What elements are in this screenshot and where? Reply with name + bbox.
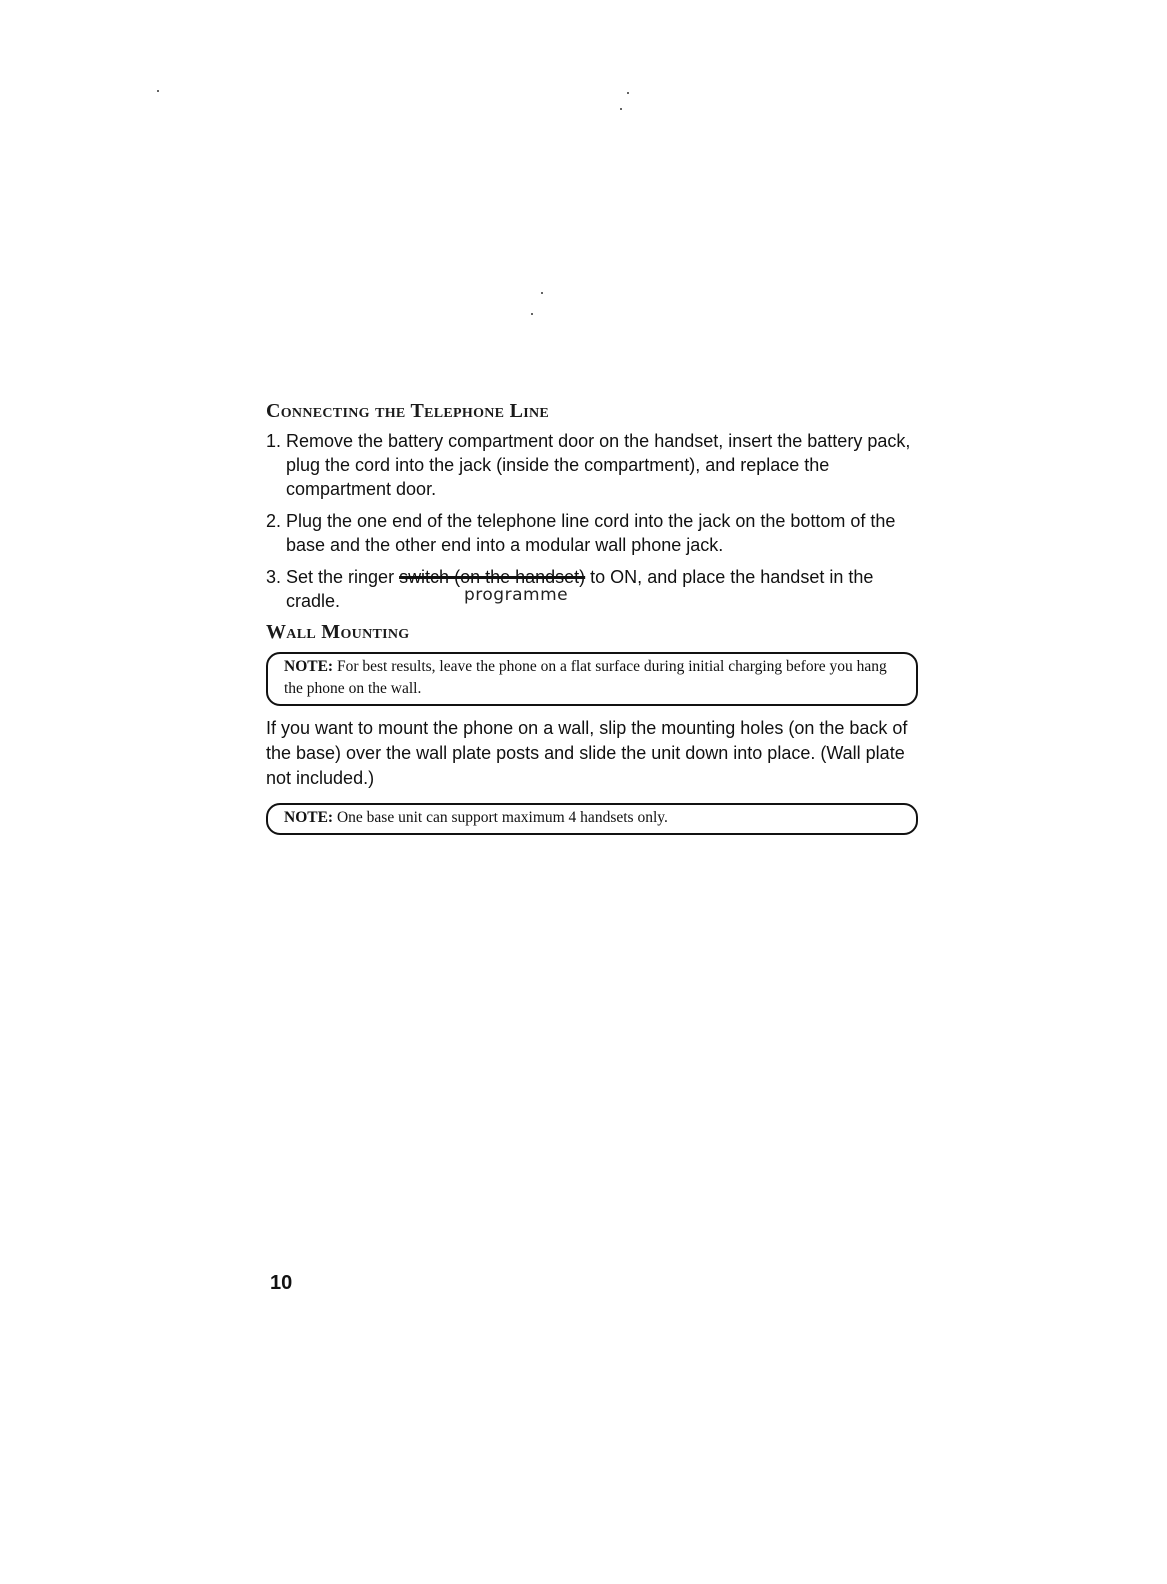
step-text-after: to ON, and place the handset in the cradle. xyxy=(286,567,874,611)
step-text xyxy=(286,565,926,613)
step-text-before: Set the ringer xyxy=(286,567,400,587)
note-text: One base unit can support maximum 4 handsets only. xyxy=(333,809,668,826)
scan-speck xyxy=(531,313,533,315)
scan-speck xyxy=(157,90,159,92)
handwritten-correction: programme xyxy=(464,585,569,605)
step-text: Remove the battery compartment door on the handset, insert the battery pack, plug the cord into the jack (inside the compartment), and replace the compartment door. xyxy=(286,431,911,499)
section-heading-wall-mounting: Wall Mounting xyxy=(266,621,410,643)
scan-speck xyxy=(541,292,543,294)
step-text: Plug the one end of the telephone line cord into the jack on the bottom of the base and the other end into a modular wall phone jack. xyxy=(286,511,896,555)
main-content xyxy=(266,400,926,845)
wall-mount-paragraph: If you want to mount the phone on a wall, slip the mounting holes (on the back of the base) over the wall plate posts and slide the unit down into place. (Wall plate not included.) xyxy=(266,718,908,788)
step-item xyxy=(266,429,926,501)
step-number: 2. xyxy=(266,511,282,531)
step-item xyxy=(266,509,926,557)
steps-list xyxy=(266,429,926,613)
note-box-initial-charging xyxy=(266,652,918,706)
section-heading-connecting: Connecting the Telephone Line xyxy=(266,400,550,422)
scan-speck xyxy=(620,108,622,110)
step-item xyxy=(266,565,926,613)
note-label: NOTE: xyxy=(284,809,334,826)
note-label: NOTE: xyxy=(284,658,334,675)
struck-text: switch (on the handset) xyxy=(399,567,586,587)
note-text: For best results, leave the phone on a flat surface during initial charging before you hang the phone on the wall. xyxy=(284,658,887,697)
step-number: 3. xyxy=(266,567,282,587)
note-box-max-handsets xyxy=(266,803,918,835)
scan-speck xyxy=(627,92,629,94)
step-number: 1. xyxy=(266,431,282,451)
page-number: 10 xyxy=(270,1272,293,1294)
